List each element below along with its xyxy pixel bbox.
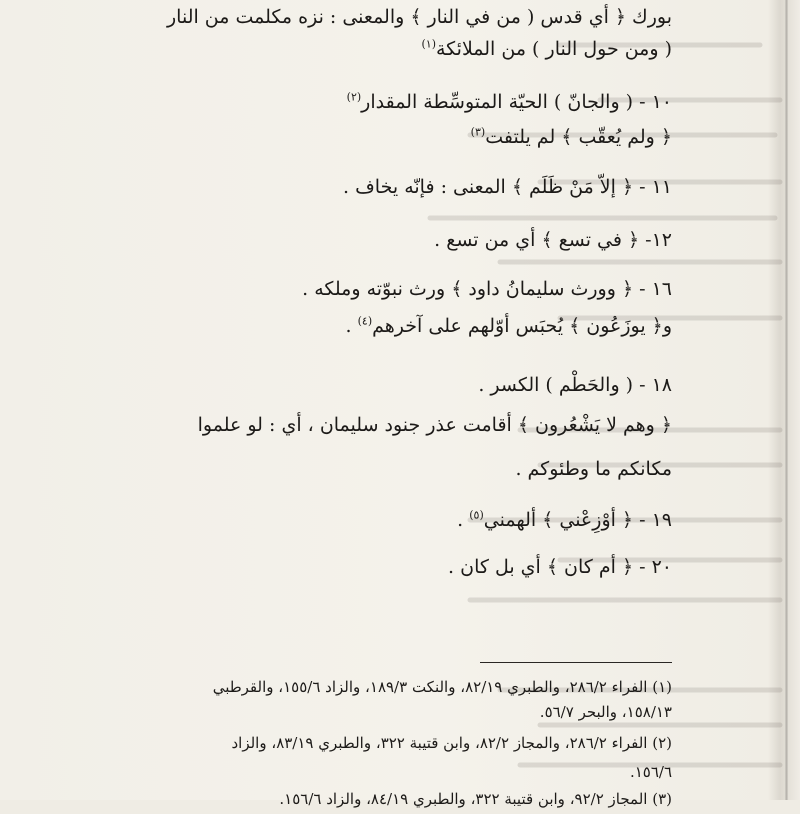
text-line-9 [240,370,672,400]
text-line-6 [240,225,672,255]
footnote-ref-4: (٤) [357,314,373,328]
footnote-2-line-1: (٢) الفراء ٢٨٦/٢، والمجاز ٨٢/٢، وابن قتيبة ٣٢٢، والطبري ٨٣/١٩، والزاد [231,734,672,752]
line-13-text: ٢٠ - ﴿ أم كان ﴾ أي بل كان . [448,556,672,578]
text-line-13 [240,552,672,582]
line-8-tail: . [345,315,358,337]
line-11-text: مكانكم ما وطئوكم . [515,458,672,480]
footnote-ref-1: (١) [421,37,436,51]
line-10-text: ﴿ وهم لا يَشْعُرون ﴾ أقامت عذر جنود سليمان ، أي : لو علموا [197,414,672,436]
line-12-text: ١٩ - ﴿ أوْزِعْني ﴾ ألهمني [483,509,672,531]
line-8-text: و﴿ يوزَعُون ﴾ يُحبَس أوّلهم على آخرهم [372,315,672,337]
book-gutter [785,0,788,800]
text-line-8 [240,311,672,341]
line-2-text: ( ومن حول النار ) من الملائكة [435,38,672,60]
line-1-text: بورك ﴿ أي قدس ( من في النار ﴾ والمعنى : نزه مكلمت من النار [167,6,672,28]
footnote-ref-3: (٣) [470,125,486,139]
text-line-12 [240,505,672,535]
line-3-text: ١٠ - ( والجانّ ) الحيّة المتوسِّطة المقدار [361,91,672,113]
footnote-separator [480,662,672,663]
text-line-5 [240,172,672,202]
line-6-text: ١٢- ﴿ في تسع ﴾ أي من تسع . [434,229,672,251]
line-5-text: ١١ - ﴿ إلاّ مَنْ ظَلَم ﴾ المعنى : فإنّه يخاف . [343,176,672,198]
text-line-10 [197,410,672,440]
footnote-1-line-2: ١٥٨/١٣، والبحر ٥٦/٧. [539,703,672,721]
footnote-ref-2: (٢) [346,90,362,104]
text-line-11 [240,454,672,484]
text-line-7 [240,274,672,304]
text-line-2 [240,34,672,64]
line-12-tail: . [457,509,470,531]
text-line-4 [240,122,672,152]
footnote-2-line-2: ١٥٦/٦. [629,763,672,781]
line-7-text: ١٦ - ﴿ وورث سليمانُ داود ﴾ ورث نبوّته وملكه . [302,278,672,300]
text-line-3 [240,87,672,117]
footnote-ref-5: (٥) [469,508,484,522]
footnote-3-line-1: (٣) المجاز ٩٢/٢، وابن قتيبة ٣٢٢، والطبري ٨٤/١٩، والزاد ١٥٦/٦. [279,790,672,808]
text-line-1 [167,2,672,32]
line-9-text: ١٨ - ( والحَطْم ) الكسر . [478,374,672,396]
footnote-1-line-1: (١) الفراء ٢٨٦/٢، والطبري ٨٢/١٩، والنكت ١٨٩/٣، والزاد ١٥٥/٦، والقرطبي [212,678,672,696]
line-4-text: ﴿ ولم يُعقّب ﴾ لم يلتفت [485,126,672,148]
